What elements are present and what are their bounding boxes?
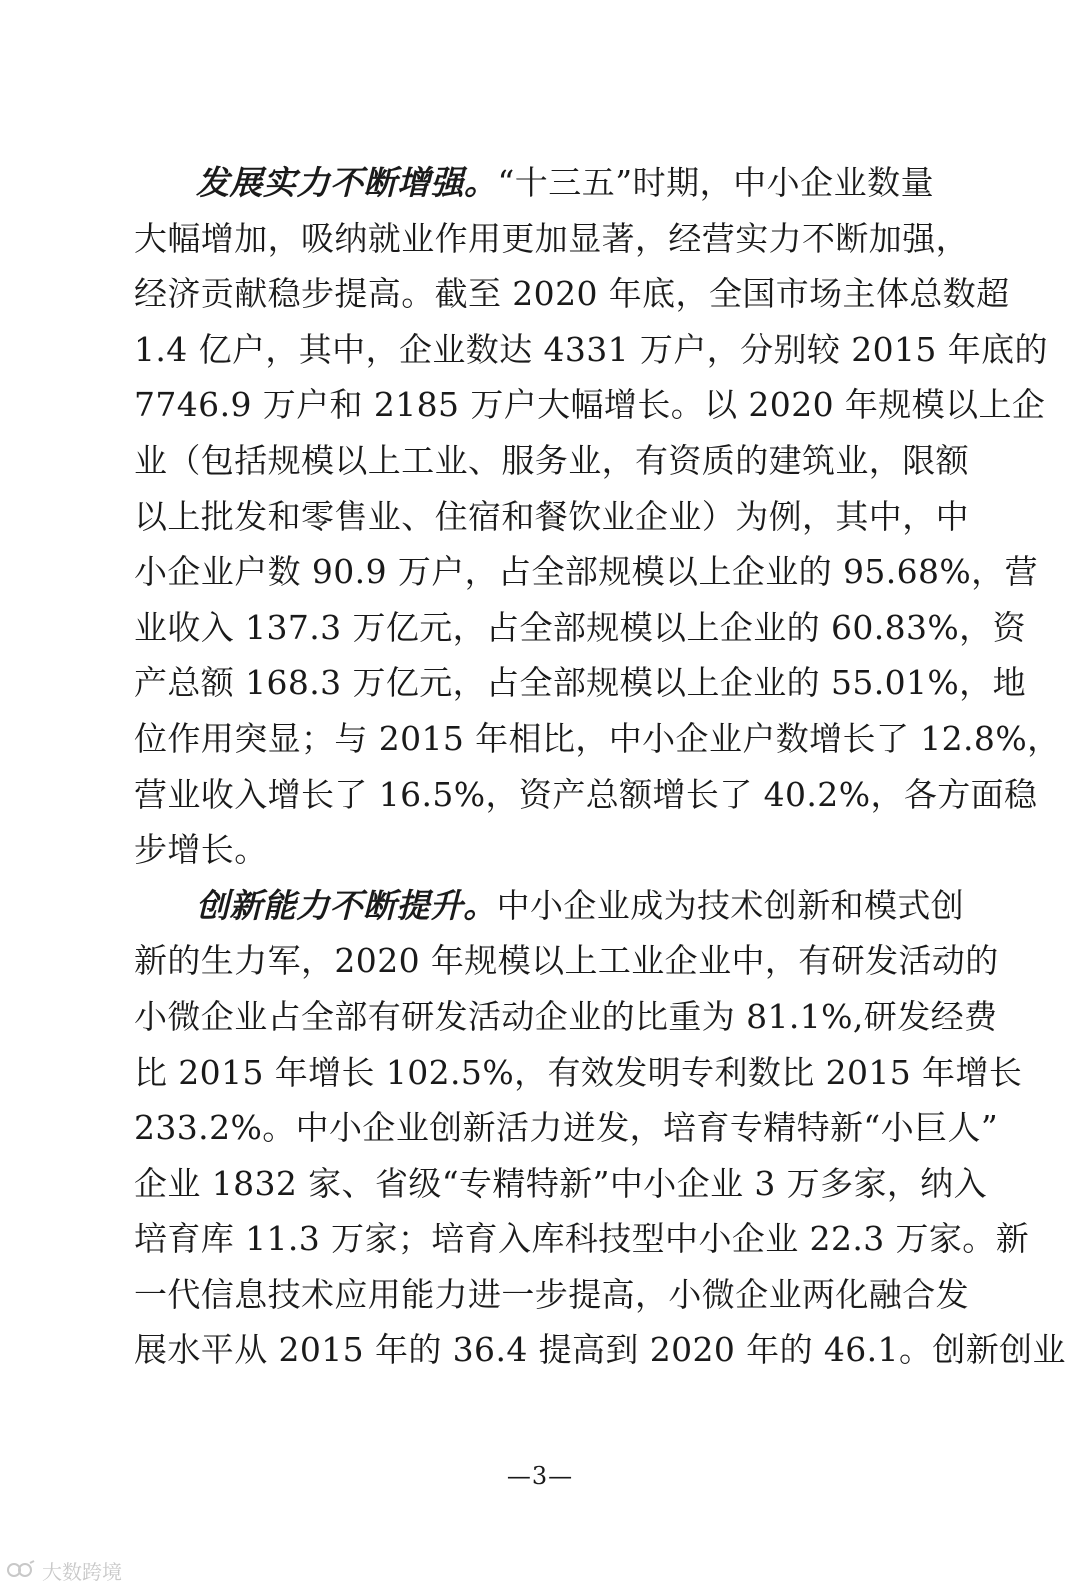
text-line: 大幅增加，吸纳就业作用更加显著，经营实力不断加强， xyxy=(134,218,969,258)
text-line: 发展实力不断增强。“十三五”时期，中小企业数量 xyxy=(196,163,934,202)
document-body xyxy=(134,155,1066,1378)
text-line: 小企业户数 90.9 万户，占全部规模以上企业的 95.68%，营 xyxy=(134,552,1038,592)
watermark xyxy=(6,1556,122,1584)
watermark-text: 大数跨境 xyxy=(42,1559,122,1584)
text-line: 一代信息技术应用能力进一步提高，小微企业两化融合发 xyxy=(134,1274,969,1314)
text-line: 位作用突显；与 2015 年相比，中小企业户数增长了 12.8%， xyxy=(134,718,1061,758)
text-line: 以上批发和零售业、住宿和餐饮业企业）为例，其中，中 xyxy=(134,496,969,536)
text-line: 培育库 11.3 万家；培育入库科技型中小企业 22.3 万家。新 xyxy=(134,1219,1030,1259)
text-line: 营业收入增长了 16.5%，资产总额增长了 40.2%，各方面稳 xyxy=(134,774,1038,814)
text-line: 步增长。 xyxy=(134,830,268,870)
text-line: 新的生力军，2020 年规模以上工业企业中，有研发活动的 xyxy=(134,941,999,981)
text-line: 产总额 168.3 万亿元，占全部规模以上企业的 55.01%，地 xyxy=(134,663,1026,703)
paragraph-development xyxy=(134,155,1061,878)
paragraph-lead: 发展实力不断增强。 xyxy=(196,163,498,202)
logo-icon xyxy=(6,1559,36,1581)
text-line: 展水平从 2015 年的 36.4 提高到 2020 年的 46.1。创新创业 xyxy=(134,1330,1066,1370)
text-line: 业收入 137.3 万亿元，占全部规模以上企业的 60.83%，资 xyxy=(134,607,1026,647)
text-line: 7746.9 万户和 2185 万户大幅增长。以 2020 年规模以上企 xyxy=(134,385,1046,425)
text-line: 小微企业占全部有研发活动企业的比重为 81.1%,研发经费 xyxy=(134,996,998,1036)
paragraph-innovation xyxy=(134,878,1066,1378)
page-number: —3— xyxy=(506,1462,574,1490)
text-line: 创新能力不断提升。中小企业成为技术创新和模式创 xyxy=(196,885,965,925)
text-line: 1.4 亿户，其中，企业数达 4331 万户，分别较 2015 年底的 xyxy=(134,329,1048,369)
text-line: 比 2015 年增长 102.5%，有效发明专利数比 2015 年增长 xyxy=(134,1052,1023,1092)
paragraph-lead: 创新能力不断提升。 xyxy=(196,885,497,925)
text-line: 233.2%。中小企业创新活力迸发，培育专精特新“小巨人” xyxy=(134,1108,999,1148)
text-line: 业（包括规模以上工业、服务业，有资质的建筑业，限额 xyxy=(134,440,969,480)
text-line: 企业 1832 家、省级“专精特新”中小企业 3 万多家，纳入 xyxy=(134,1163,988,1203)
text-line: 经济贡献稳步提高。截至 2020 年底，全国市场主体总数超 xyxy=(134,274,1010,314)
